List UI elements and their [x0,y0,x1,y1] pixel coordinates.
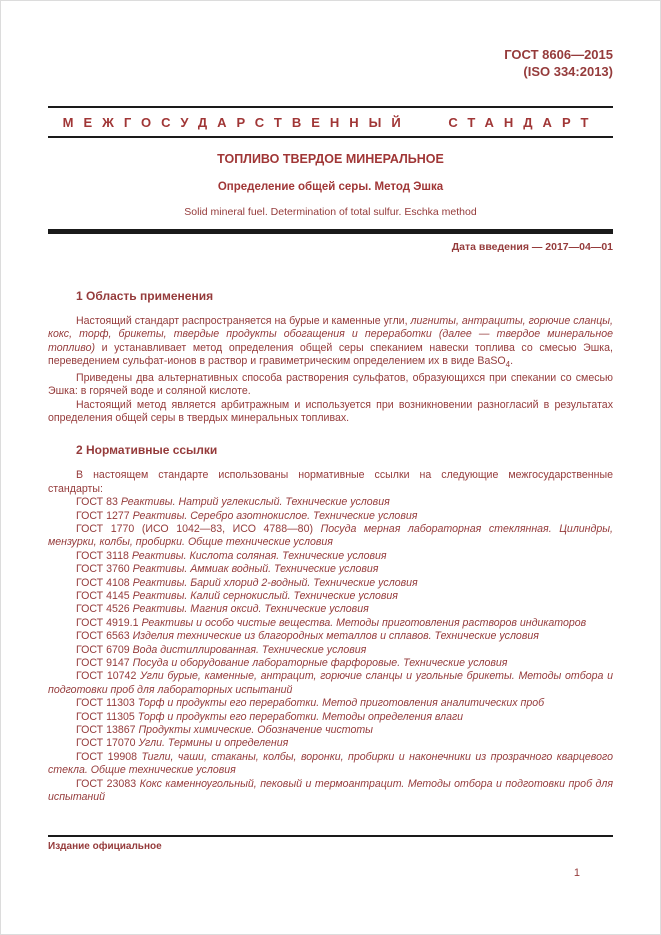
scope-paragraphs [48,315,613,425]
reference-title: Реактивы. Аммиак водный. Технические условия [132,563,379,576]
reference-code: ГОСТ 83 [76,496,121,509]
reference-title: Торф и продукты его переработки. Метод приготовления аналитических проб [137,697,545,710]
reference-title: Продукты химические. Обозначение чистоты [138,724,373,737]
page-number: 1 [573,867,580,879]
reference-title: Посуда и оборудование лабораторные фарфоровые. Технические условия [132,657,508,670]
reference-item [48,778,613,805]
section-heading-references: 2 Нормативные ссылки [76,443,218,458]
page-footer [48,835,613,852]
reference-code: ГОСТ 4108 [76,576,133,589]
reference-item [48,697,613,710]
reference-title: Торф и продукты его переработки. Методы определения влаги [137,710,464,723]
reference-code: ГОСТ 11305 [76,710,138,723]
reference-title: Реактивы. Магния оксид. Технические условия [132,603,369,616]
reference-item [48,496,613,509]
reference-item [48,724,613,737]
reference-code: ГОСТ 6563 [76,630,133,643]
reference-code: ГОСТ 17070 [76,737,139,750]
reference-title: Посуда мерная лабораторная стеклянная. Цилиндры, мензурки, колбы, пробирки. Общие технические условия [48,522,613,549]
title-russian-sub: Определение общей серы. Метод Эшка [217,181,444,193]
reference-title: Реактивы. Кислота соляная. Технические условия [131,549,387,562]
reference-code: ГОСТ 10742 [76,670,141,683]
reference-item [48,644,613,657]
reference-title: Реактивы. Калий сернокислый. Технические условия [132,590,398,603]
section-heading-scope: 1 Область применения [76,289,214,303]
reference-code: ГОСТ 4919.1 [76,616,142,629]
reference-item [48,670,613,697]
reference-title: Реактивы. Барий хлорид 2-водный. Технические условия [132,576,418,589]
standard-type-label: МЕЖГОСУДАРСТВЕННЫЙ СТАНДАРТ [62,115,599,130]
reference-item [48,603,613,616]
reference-item [48,590,613,603]
separator-bar [48,229,613,234]
reference-item [48,737,613,750]
reference-item [48,550,613,563]
reference-item [48,751,613,778]
reference-item [48,630,613,643]
standard-type-banner [48,106,613,138]
scope-paragraph: Настоящий метод является арбитражным и используется при возникновении разногласий в результатах определения общей серы в твердых минеральных топливах. [48,398,613,424]
reference-item [48,617,613,630]
reference-title: Угли. Термины и определения [138,737,289,750]
reference-code: ГОСТ 1277 [76,509,133,522]
reference-title: Вода дистиллированная. Технические условия [132,643,367,656]
edition-note: Издание официальное [48,841,162,852]
reference-code: ГОСТ 13867 [76,724,139,737]
reference-code: ГОСТ 6709 [76,643,133,656]
reference-code: ГОСТ 19908 [76,750,142,763]
doc-code-iso: (ISO 334:2013) [523,64,613,79]
reference-code: ГОСТ 1770 (ИСО 1042—83, ИСО 4788—80) [76,522,321,535]
reference-code: ГОСТ 4145 [76,590,133,603]
reference-item [48,577,613,590]
scope-paragraph: Приведены два альтернативных способа растворения сульфатов, образующихся при спекании со смесью Эшка: в горячей воде и соляной кислоте. [48,371,613,398]
reference-item [48,657,613,670]
references-list [48,496,613,804]
reference-title: Реактивы и особо чистые вещества. Методы приготовления растворов индикаторов [141,616,587,629]
title-russian-main: ТОПЛИВО ТВЕРДОЕ МИНЕРАЛЬНОЕ [217,152,444,166]
effective-date: Дата введения — 2017—04—01 [451,241,613,253]
reference-title: Тигли, чаши, стаканы, колбы, воронки, пробирки и наконечники из прозрачного кварцевого стекла. Общие технические условия [48,750,613,777]
doc-code: ГОСТ 8606—2015 [504,47,613,62]
reference-title: Кокс каменноугольный, пековый и термоантрацит. Методы отбора и подготовки проб для испытаний [48,777,614,804]
reference-title: Реактивы. Серебро азотнокислое. Технические условия [132,509,418,522]
reference-code: ГОСТ 9147 [76,657,133,670]
reference-code: ГОСТ 11303 [76,697,138,710]
reference-item [48,510,613,523]
scope-paragraph: Настоящий стандарт распространяется на бурые и каменные угли, лигниты, антрациты, горючие сланцы, кокс, торф, брикеты, твердые продукты обогащения и переработки (далее — твердое минеральное топливо) и устанавливает метод определения общей серы спеканием навески топлива со смесью Эшка, переведением сульфат-ионов в раствор и гравиметрическим определением их в виде BaSO$_4$. [48,315,613,370]
title-english: Solid mineral fuel. Determination of total sulfur. Eschka method [184,206,477,218]
reference-code: ГОСТ 4526 [76,603,133,616]
references-intro: В настоящем стандарте использованы нормативные ссылки на следующие межгосударственные стандарты: [48,469,613,495]
reference-code: ГОСТ 3760 [76,563,133,576]
reference-code: ГОСТ 3118 [76,549,132,562]
doc-code-block [48,46,613,80]
reference-title: Реактивы. Натрий углекислый. Технические условия [120,496,390,509]
reference-item [48,711,613,724]
reference-item [48,563,613,576]
reference-title: Изделия технические из благородных металлов и сплавов. Технические условия [132,630,539,643]
reference-item [48,523,613,550]
reference-title: Угли бурые, каменные, антрацит, горючие сланцы и угольные брикеты. Методы отбора и подготовки проб для лабораторных испытаний [48,670,613,696]
reference-code: ГОСТ 23083 [76,777,140,790]
